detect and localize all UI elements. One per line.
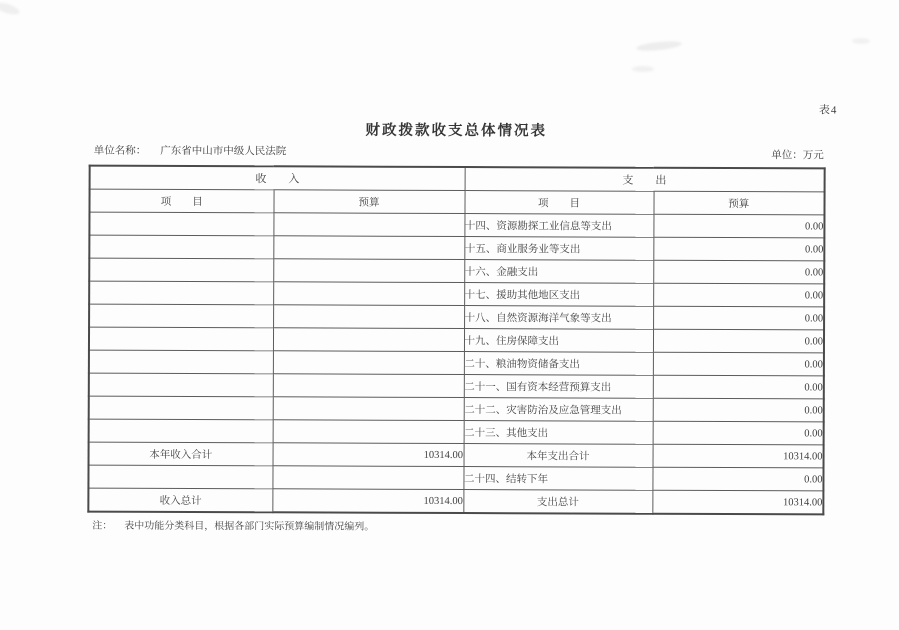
income-group-header: 收 入 [90,166,465,191]
income-budget-cell [273,328,464,352]
expense-item-cell: 十五、商业服务业等支出 [464,237,653,261]
budget-table [87,165,825,516]
expense-budget-cell: 10314.00 [652,490,823,514]
income-budget-cell [273,259,464,283]
table-row [89,442,824,468]
expense-budget-cell: 0.00 [653,214,824,238]
expense-budget-cell: 0.00 [653,306,824,330]
expense-budget-cell: 0.00 [653,421,824,445]
expense-item-cell: 本年支出合计 [464,444,653,468]
income-item-cell [89,235,273,259]
expense-item-cell: 十六、金融支出 [464,260,653,284]
expense-item-cell: 支出总计 [463,490,652,514]
income-item-cell [89,396,273,420]
expense-item-cell: 十四、资源勘探工业信息等支出 [464,214,653,238]
table-row [88,465,823,491]
table-row [88,488,823,514]
expense-item-cell: 二十、粮油物资储备支出 [464,352,653,376]
expense-item-header: 项 目 [464,191,653,215]
group-header-row [90,166,825,192]
expense-budget-cell: 0.00 [653,260,824,284]
table-number-tag: 表4 [818,104,838,117]
expense-item-cell: 十七、援助其他地区支出 [464,283,653,307]
income-item-cell: 收入总计 [88,488,272,512]
expense-item-cell: 十九、住房保障支出 [464,329,653,353]
table-row [89,419,824,445]
income-budget-cell [273,213,464,237]
income-item-cell [89,212,273,236]
footnote-label: 注： [92,520,113,532]
income-item-cell: 本年收入合计 [89,442,273,466]
footnote [92,517,374,533]
footnote-text: 表中功能分类科目，根据各部门实际预算编制情况编列。 [124,520,375,533]
income-budget-cell [273,374,464,398]
income-budget-cell [273,397,464,421]
income-budget-cell [272,466,463,490]
expense-item-cell: 二十三、其他支出 [464,421,653,445]
expense-group-header: 支 出 [465,167,825,192]
income-item-cell [89,373,273,397]
unit-name-value: 广东省中山市中级人民法院 [160,145,287,158]
income-budget-cell [273,420,464,444]
table-row [89,258,824,284]
income-item-cell [89,281,273,305]
unit-name-label: 单位名称： [93,145,147,157]
income-budget-cell: 10314.00 [272,489,463,513]
income-item-cell [89,304,273,328]
income-item-cell [88,465,272,489]
income-item-cell [89,258,273,282]
expense-budget-cell: 0.00 [653,375,824,399]
expense-item-cell: 二十四、结转下年 [463,467,652,491]
income-budget-cell [273,282,464,306]
income-budget-cell [273,305,464,329]
table-row [89,235,824,261]
expense-item-cell: 二十一、国有资本经营预算支出 [464,375,653,399]
table-row [89,212,824,238]
expense-budget-cell: 0.00 [653,352,824,376]
table-row [89,373,824,399]
table-row [89,396,824,422]
unit-name-line [94,143,287,159]
table-body [88,212,824,514]
expense-budget-cell: 0.00 [653,329,824,353]
expense-budget-cell: 10314.00 [653,444,824,468]
expense-budget-header: 预算 [653,191,824,215]
expense-budget-cell: 0.00 [653,237,824,261]
income-budget-cell: 10314.00 [273,443,464,467]
column-header-row [89,189,824,215]
table-row [89,304,824,330]
expense-budget-cell: 0.00 [653,283,824,307]
expense-item-cell: 十八、自然资源海洋气象等支出 [464,306,653,330]
expense-budget-cell: 0.00 [652,467,823,491]
table-row [89,350,824,376]
income-item-cell [89,419,273,443]
page-title: 财政拨款收支总体情况表 [365,122,548,140]
currency-unit-label: 单位：万元 [771,150,824,162]
income-item-cell [89,350,273,374]
income-item-cell [89,327,273,351]
expense-budget-cell: 0.00 [653,398,824,422]
expense-item-cell: 二十二、灾害防治及应急管理支出 [464,398,653,422]
income-item-header: 项 目 [89,189,273,213]
income-budget-header: 预算 [273,190,464,214]
table-row [89,327,824,353]
income-budget-cell [273,236,464,260]
table-row [89,281,824,307]
info-line [89,143,824,162]
income-budget-cell [273,351,464,375]
